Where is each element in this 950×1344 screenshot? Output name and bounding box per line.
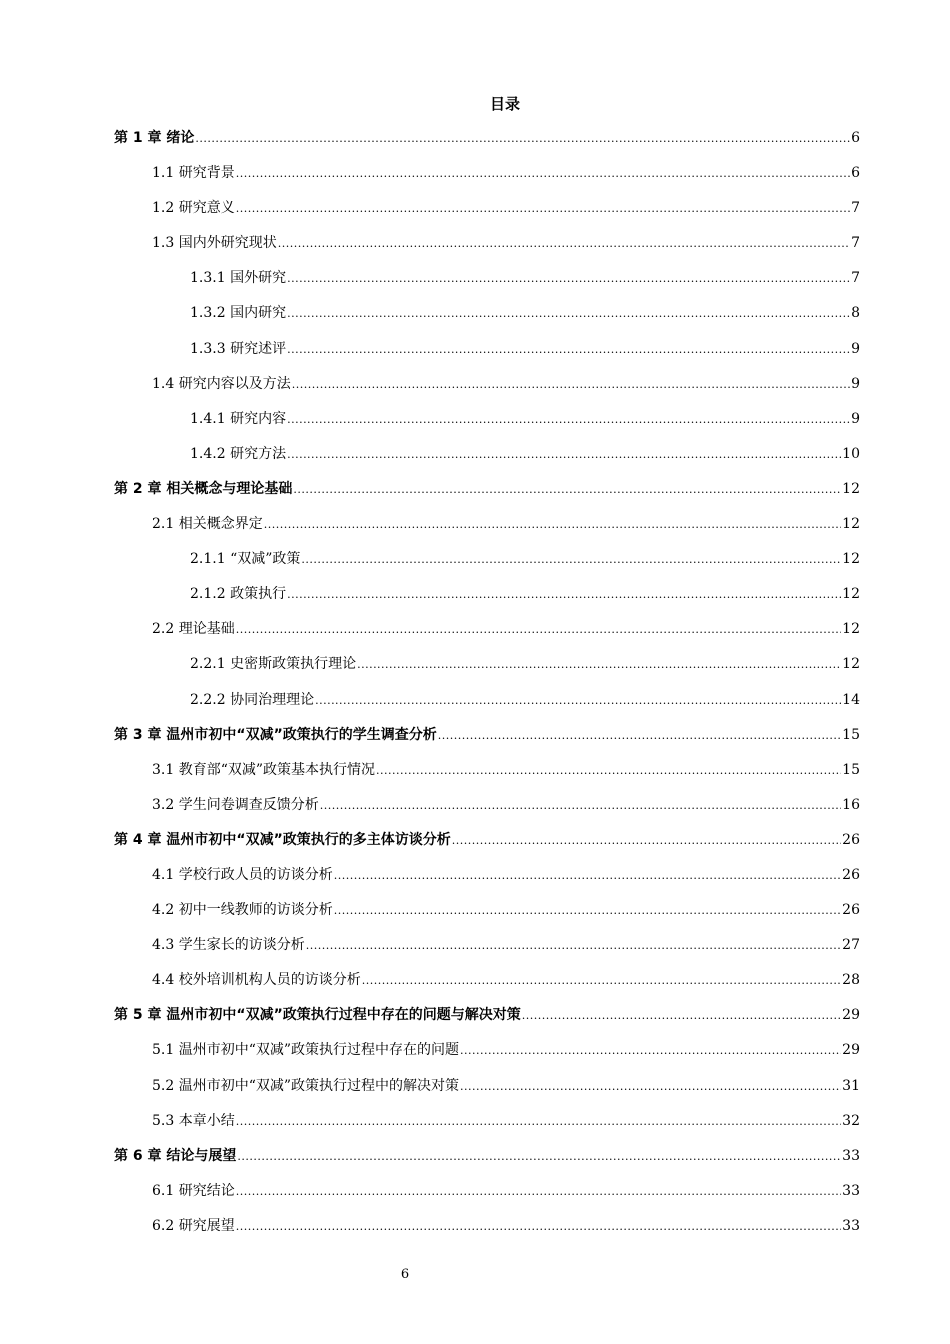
toc-entry-page: 27 (842, 937, 860, 954)
toc-entry-page: 33 (842, 1147, 860, 1164)
toc-entry-page: 7 (851, 235, 860, 252)
toc-entry-page: 29 (842, 1042, 860, 1059)
toc-entry[interactable] (114, 339, 860, 374)
toc-leader-dots (287, 304, 850, 324)
toc-entry-page: 12 (842, 586, 860, 603)
toc-leader-dots (320, 796, 841, 816)
toc-leader-dots (195, 129, 850, 149)
toc-entry[interactable] (114, 163, 860, 198)
toc-leader-dots (301, 550, 841, 570)
toc-entry[interactable] (114, 549, 860, 584)
toc-entry-text: 1.3.1 国外研究 (190, 270, 287, 287)
toc-entry-text: 1.4.1 研究内容 (190, 410, 287, 427)
toc-entry-page: 12 (842, 551, 860, 568)
toc-entry-text: 2.1.1 “双减”政策 (190, 551, 301, 568)
toc-entry-page: 10 (842, 445, 860, 462)
toc-leader-dots (293, 480, 841, 500)
toc-leader-dots (236, 1217, 841, 1237)
toc-entry[interactable] (114, 619, 860, 654)
toc-entry[interactable] (114, 1005, 860, 1040)
toc-leader-dots (237, 1147, 841, 1167)
toc-entry[interactable] (114, 970, 860, 1005)
toc-title: 目录 (489, 95, 520, 113)
toc-entry[interactable] (114, 830, 860, 865)
toc-entry-text: 2.1.2 政策执行 (190, 586, 287, 603)
toc-entry-text: 1.1 研究背景 (152, 165, 235, 182)
toc-entry-text: 5.1 温州市初中“双减”政策执行过程中存在的问题 (152, 1042, 460, 1059)
toc-entry-page: 16 (842, 796, 860, 813)
toc-leader-dots (287, 340, 850, 360)
toc-entry-text: 第 2 章 相关概念与理论基础 (114, 480, 293, 497)
toc-entry[interactable] (114, 198, 860, 233)
toc-entry-page: 33 (842, 1217, 860, 1234)
toc-entry-page: 6 (851, 130, 860, 146)
toc-entry-page: 26 (842, 866, 860, 883)
toc-entry[interactable] (114, 725, 860, 760)
toc-entry-page: 28 (842, 972, 860, 989)
toc-entry[interactable] (114, 795, 860, 830)
toc-entry-text: 1.4 研究内容以及方法 (152, 375, 291, 392)
toc-entry-page: 32 (842, 1112, 860, 1129)
toc-entry-page: 14 (842, 691, 860, 708)
toc-leader-dots (522, 1006, 841, 1026)
toc-entry[interactable] (114, 1111, 860, 1146)
toc-entry-page: 33 (842, 1182, 860, 1199)
toc-entry-page: 26 (842, 831, 860, 848)
toc-leader-dots (460, 1077, 841, 1097)
toc-leader-dots (460, 1041, 841, 1061)
toc-entry-text: 1.3 国内外研究现状 (152, 235, 277, 252)
toc-leader-dots (452, 831, 841, 851)
toc-entry[interactable] (114, 233, 860, 268)
toc-entry-text: 第 5 章 温州市初中“双减”政策执行过程中存在的问题与解决对策 (114, 1007, 521, 1024)
toc-entry-page: 6 (851, 165, 860, 182)
toc-entry-text: 6.1 研究结论 (152, 1182, 235, 1199)
toc-entry[interactable] (114, 268, 860, 303)
toc-leader-dots (236, 1112, 841, 1132)
toc-entry-page: 31 (842, 1077, 860, 1094)
toc-leader-dots (376, 761, 841, 781)
toc-entry-text: 4.4 校外培训机构人员的访谈分析 (152, 972, 361, 989)
toc-entry[interactable] (114, 1181, 860, 1216)
toc-entry[interactable] (114, 479, 860, 514)
toc-entry-text: 第 6 章 结论与展望 (114, 1147, 237, 1164)
toc-entry[interactable] (114, 690, 860, 725)
toc-entry-text: 1.3.2 国内研究 (190, 305, 287, 322)
toc-entry[interactable] (114, 303, 860, 338)
toc-entry-page: 9 (851, 340, 860, 357)
toc-leader-dots (287, 269, 850, 289)
toc-entry[interactable] (114, 760, 860, 795)
toc-entry-page: 29 (842, 1007, 860, 1024)
toc-entry-page: 15 (842, 726, 860, 743)
toc-leader-dots (236, 164, 850, 184)
toc-entry-text: 3.2 学生问卷调查反馈分析 (152, 796, 319, 813)
toc-entry-page: 7 (851, 270, 860, 287)
toc-entry-text: 1.3.3 研究述评 (190, 340, 287, 357)
toc-leader-dots (236, 1182, 841, 1202)
toc-entry[interactable] (114, 1076, 860, 1111)
toc-entry-page: 9 (851, 410, 860, 427)
toc-entry[interactable] (114, 409, 860, 444)
toc-leader-dots (438, 726, 841, 746)
toc-leader-dots (362, 971, 841, 991)
toc-entry-text: 2.2.1 史密斯政策执行理论 (190, 656, 357, 673)
toc-leader-dots (357, 655, 841, 675)
toc-entry-page: 26 (842, 902, 860, 919)
toc-leader-dots (334, 901, 841, 921)
toc-entry-text: 2.2 理论基础 (152, 621, 235, 638)
toc-entry-page: 12 (842, 621, 860, 638)
toc-entry[interactable] (114, 514, 860, 549)
toc-entry-page: 9 (851, 375, 860, 392)
toc-entry-text: 4.1 学校行政人员的访谈分析 (152, 866, 333, 883)
toc-entry-text: 2.2.2 协同治理理论 (190, 691, 315, 708)
toc-leader-dots (287, 585, 841, 605)
toc-leader-dots (287, 445, 841, 465)
toc-entry-text: 4.3 学生家长的访谈分析 (152, 937, 305, 954)
toc-entry[interactable] (114, 374, 860, 409)
toc-leader-dots (264, 515, 841, 535)
toc-leader-dots (278, 234, 850, 254)
toc-entry-text: 5.3 本章小结 (152, 1112, 235, 1129)
toc-entry-text: 5.2 温州市初中“双减”政策执行过程中的解决对策 (152, 1077, 460, 1094)
toc-leader-dots (236, 199, 850, 219)
toc-entry-page: 15 (842, 761, 860, 778)
toc-entry-text: 6.2 研究展望 (152, 1217, 235, 1234)
table-of-contents (114, 128, 860, 1251)
toc-leader-dots (236, 620, 841, 640)
toc-leader-dots (292, 375, 850, 395)
toc-entry-page: 7 (851, 200, 860, 217)
toc-entry[interactable] (114, 935, 860, 970)
toc-entry[interactable] (114, 1040, 860, 1075)
toc-leader-dots (287, 410, 850, 430)
toc-entry[interactable] (114, 584, 860, 619)
toc-entry-text: 第 3 章 温州市初中“双减”政策执行的学生调查分析 (114, 726, 437, 743)
toc-entry[interactable] (114, 444, 860, 479)
toc-entry[interactable] (114, 1146, 860, 1181)
toc-leader-dots (334, 866, 841, 886)
toc-leader-dots (315, 691, 841, 711)
toc-entry-text: 1.4.2 研究方法 (190, 445, 287, 462)
toc-entry-text: 4.2 初中一线教师的访谈分析 (152, 902, 333, 919)
toc-entry-page: 12 (842, 516, 860, 533)
toc-entry-page: 8 (851, 305, 860, 322)
toc-entry-page: 12 (842, 480, 860, 497)
toc-entry[interactable] (114, 654, 860, 689)
toc-entry-page: 12 (842, 656, 860, 673)
toc-entry[interactable] (114, 900, 860, 935)
page-number: 6 (400, 1267, 410, 1282)
toc-entry-text: 1.2 研究意义 (152, 200, 235, 217)
toc-entry[interactable] (114, 1216, 860, 1251)
toc-entry-text: 2.1 相关概念界定 (152, 516, 263, 533)
toc-entry-text: 第 4 章 温州市初中“双减”政策执行的多主体访谈分析 (114, 831, 451, 848)
toc-entry-text: 3.1 教育部“双减”政策基本执行情况 (152, 761, 376, 778)
toc-entry-text: 第 1 章 绪论 (114, 130, 195, 146)
toc-entry[interactable] (114, 865, 860, 900)
toc-entry[interactable] (114, 128, 860, 163)
toc-leader-dots (306, 936, 841, 956)
